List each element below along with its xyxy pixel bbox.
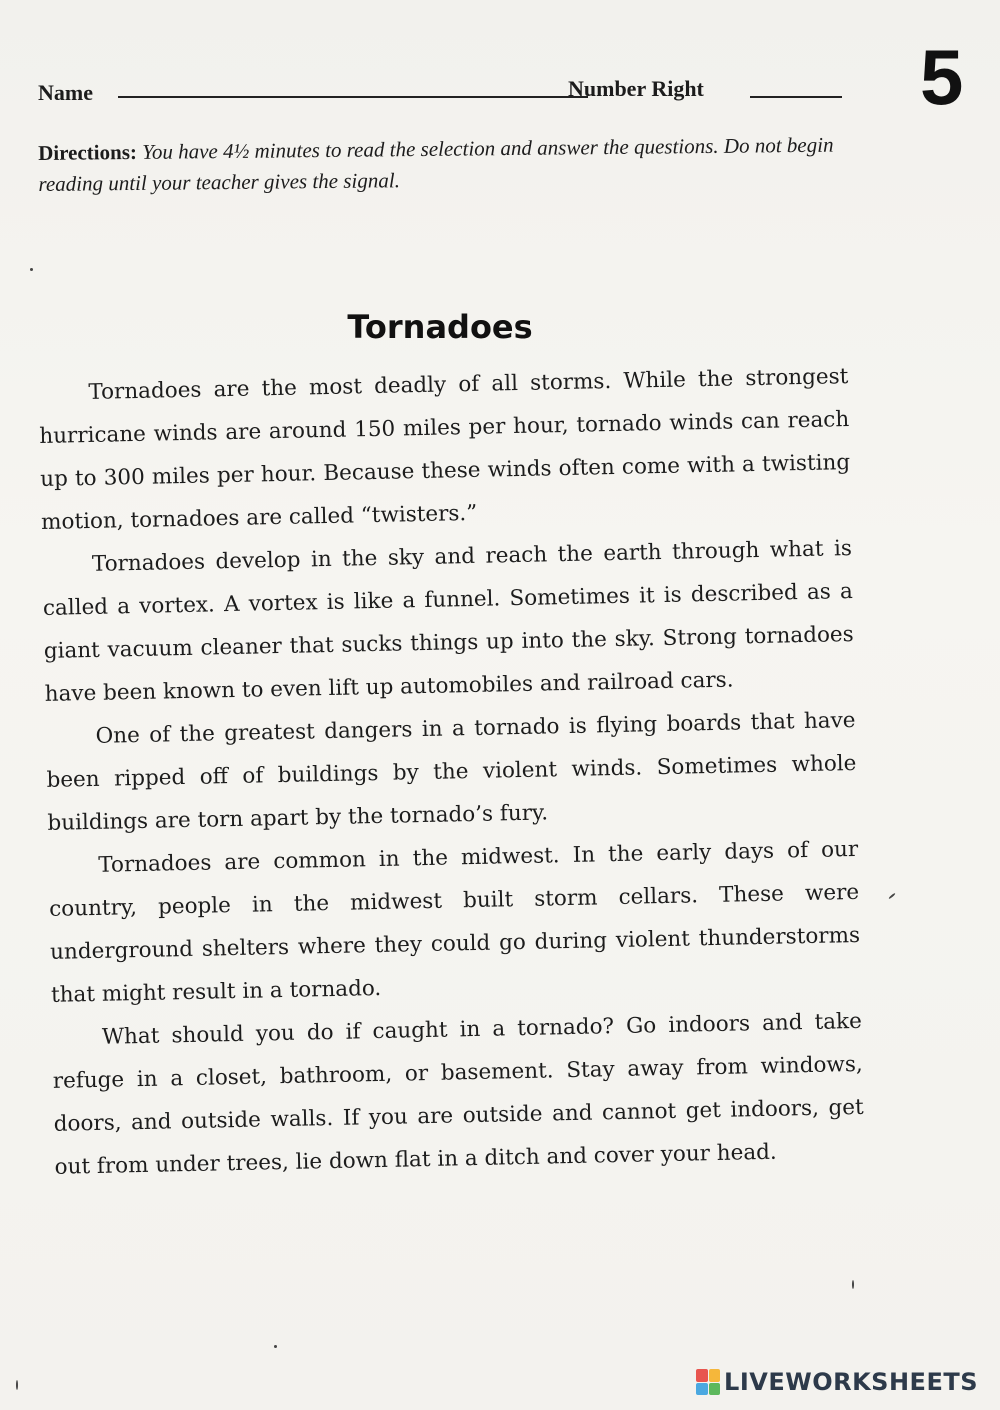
directions (38, 130, 839, 200)
scan-speck (852, 1280, 854, 1289)
liveworksheets-logo-icon (696, 1369, 720, 1395)
paragraph: One of the greatest dangers in a tornado is flying boards that have been ripped off of buildings by the violent winds. Sometimes whole buildings are torn apart by the tornado’s fury. (46, 707, 857, 836)
liveworksheets-watermark (696, 1368, 978, 1396)
name-label: Name (38, 80, 93, 105)
scan-speck (16, 1380, 18, 1390)
article-body (38, 355, 865, 1189)
scan-speck (30, 268, 33, 271)
number-right-blank[interactable] (750, 96, 842, 98)
paragraph: Tornadoes are the most deadly of all storms. While the strongest hurricane winds are around 150 miles per hour, tornado winds can reach up to 300 miles per hour. Because these winds often come with a twisting motion, tornadoes are called “twisters.” (39, 364, 851, 535)
directions-label: Directions: (38, 139, 138, 165)
number-right-label: Number Right (568, 76, 704, 101)
scan-speck (888, 893, 895, 900)
paragraph: What should you do if caught in a tornado? Go indoors and take refuge in a closet, bathroom, or basement. Stay away from windows, doors, and outside walls. If you are outside and cannot get indoors, get out from under trees, lie down flat in a ditch and cover your head. (52, 1008, 864, 1180)
scan-speck (274, 1345, 277, 1348)
watermark-text: LIVEWORKSHEETS (724, 1368, 978, 1396)
article-title: Tornadoes (347, 308, 533, 346)
paragraph: Tornadoes are common in the midwest. In the early days of our country, people in the midwest built storm cellars. These were underground shelters where they could go during violent thunderstorms that might result in a tornado. (48, 836, 861, 1008)
name-blank[interactable] (118, 96, 588, 98)
directions-text: You have 4½ minutes to read the selection and answer the questions. Do not begin reading until your teacher gives the signal. (38, 132, 834, 196)
header-row (38, 74, 848, 106)
selection-number: 5 (920, 33, 964, 121)
paragraph: Tornadoes develop in the sky and reach the earth through what is called a vortex. A vortex is like a funnel. Sometimes it is described as a giant vacuum cleaner that sucks things up into the sky. Strong tornadoes have been known to even lift up automobiles and railroad cars. (42, 535, 854, 707)
